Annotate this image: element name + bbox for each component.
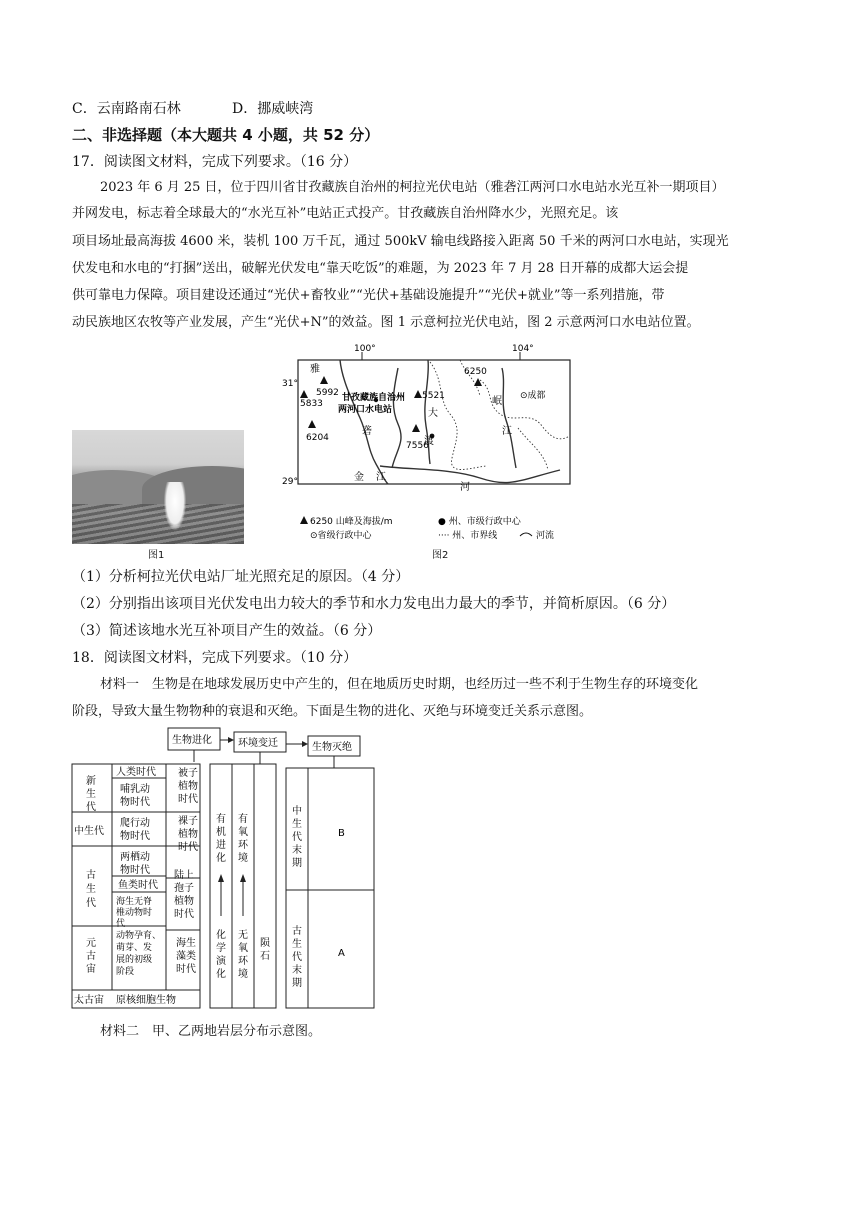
label-jin: 金: [354, 472, 364, 483]
lon-104: 104°: [512, 344, 534, 354]
q17-para-3: 项目场址最高海拔 4600 米，装机 100 万千瓦，通过 500kV 输电线路接入距离 50 千米的两河口水电站，实现光: [72, 234, 729, 249]
plant-gymnosperm: 裸子植物时代: [178, 816, 198, 853]
fig1-caption: 图1: [148, 550, 165, 561]
animal-human: 人类时代: [116, 767, 156, 778]
era-paleozoic: 古生代: [86, 870, 96, 909]
peak-5992: 5992: [316, 388, 339, 398]
era-proterozoic: 元古宙: [86, 938, 96, 975]
label-he: 河: [460, 482, 470, 493]
kela-pv-station-photo: [72, 430, 244, 544]
animal-prokaryote: 原核细胞生物: [116, 995, 176, 1006]
era-mesozoic: 中生代: [74, 826, 104, 837]
legend-peak: 6250 山峰及海拔/m: [310, 517, 393, 527]
legend-city: ● 州、市级行政中心: [438, 517, 521, 527]
env-meteorite: 陨石: [260, 938, 270, 962]
lianghekou-location-map: [280, 340, 580, 552]
extinct-mesozoic-end: 中生代末期: [292, 806, 302, 869]
box-extinct: 生物灭绝: [312, 742, 352, 753]
plant-spore: 陆上孢子植物时代: [174, 870, 194, 920]
label-da: 大: [428, 408, 438, 419]
label-ya: 雅: [310, 364, 320, 375]
option-c: C．云南路南石林: [72, 101, 181, 117]
lat-29: 29°: [282, 477, 298, 487]
lon-100: 100°: [354, 344, 376, 354]
label-jiang: 江: [502, 426, 512, 437]
q17-para-2: 并网发电，标志着全球最大的“水光互补”电站正式投产。甘孜藏族自治州降水少，光照充足。该: [72, 206, 619, 221]
plant-algae: 海生藻类时代: [176, 938, 196, 975]
option-d: D．挪威峡湾: [232, 101, 314, 117]
peak-6250-icon: [474, 378, 482, 386]
peak-5521-icon: [414, 390, 422, 398]
peak-5833: 5833: [300, 399, 323, 409]
q18-material1-line2: 阶段，导致大量生物物种的衰退和灭绝。下面是生物的进化、灭绝与环境变迁关系示意图。: [72, 704, 593, 719]
box-env: 环境变迁: [238, 738, 278, 749]
lat-31: 31°: [282, 379, 298, 389]
box-evolution: 生物进化: [172, 735, 212, 746]
plant-angiosperm: 被子植物时代: [178, 768, 198, 805]
extinct-label-a: A: [338, 948, 345, 959]
label-min: 岷: [492, 396, 502, 407]
q18-material1-line1: 材料一 生物是在地球发展历史中产生的，但在地质历史时期，也经历过一些不利于生物生存的环境变化: [100, 677, 699, 692]
q17-para-6: 动民族地区农牧等产业发展，产生“光伏+N”的效益。图 1 示意柯拉光伏电站，图 2 示意两河口水电站位置。: [72, 315, 700, 330]
label-lang: 砻: [362, 426, 372, 437]
label-jiang-lower: 江: [376, 472, 386, 483]
animal-amphibian: 两栖动物时代: [120, 852, 150, 876]
label-chengdu: ⊙成都: [520, 391, 546, 401]
label-ganzi: 甘孜藏族自治州: [342, 393, 406, 403]
animal-mammal: 哺乳动物时代: [120, 784, 150, 808]
extinct-paleozoic-end: 古生代末期: [292, 926, 302, 989]
q17-para-5: 供可靠电力保障。项目建设还通过“光伏+畜牧业”“光伏+基础设施提升”“光伏+就业”等一系列措施，带: [72, 288, 665, 303]
label-du: 渡: [424, 436, 434, 447]
label-lianghekou: 两河口水电站: [338, 405, 393, 415]
peak-5992-icon: [320, 376, 328, 384]
legend-capital: ⊙省级行政中心: [310, 531, 372, 541]
evolution-extinction-diagram: [68, 724, 398, 1014]
q18-head: 18．阅读图文材料，完成下列要求。（10 分）: [72, 650, 358, 666]
animal-early: 动物孕育、萌芽、发展的初级阶段: [116, 931, 162, 977]
extinct-label-b: B: [338, 828, 345, 839]
peak-6204: 6204: [306, 433, 329, 443]
env-chemical: 化学演化: [216, 930, 226, 980]
section-title: 二、非选择题（本大题共 4 小题，共 52 分）: [72, 126, 380, 144]
animal-reptile: 爬行动物时代: [120, 818, 150, 842]
q17-head: 17．阅读图文材料，完成下列要求。（16 分）: [72, 154, 358, 170]
q17-para-4: 伏发电和水电的“打捆”送出，破解光伏发电“靠天吃饭”的难题，为 2023 年 7 月 28 日开幕的成都大运会提: [72, 261, 689, 276]
peak-5521: 5521: [422, 391, 445, 401]
q18-material2: 材料二 甲、乙两地岩层分布示意图。: [100, 1024, 322, 1039]
q17-para-1: 2023 年 6 月 25 日，位于四川省甘孜藏族自治州的柯拉光伏电站（雅砻江两河口水电站水光互补一期项目）: [100, 180, 725, 195]
era-cenozoic: 新生代: [86, 776, 96, 813]
legend-border: ···· 州、市界线: [438, 531, 498, 541]
peak-5833-icon: [300, 390, 308, 398]
era-archean: 太古宙: [74, 995, 104, 1006]
peak-7556: 7556: [406, 441, 429, 451]
env-anoxic: 无氧环境: [238, 930, 248, 980]
q17-sub-3: （3）简述该地水光互补项目产生的效益。（6 分）: [72, 623, 382, 639]
peak-6250: 6250: [464, 367, 487, 377]
peak-6204-icon: [308, 420, 316, 428]
env-oxic: 有氧环境: [238, 814, 248, 864]
fig2-caption: 图2: [432, 550, 449, 561]
env-organic: 有机进化: [216, 814, 226, 864]
q17-sub-1: （1）分析柯拉光伏电站厂址光照充足的原因。（4 分）: [72, 569, 410, 585]
q17-sub-2: （2）分别指出该项目光伏发电出力较大的季节和水力发电出力最大的季节，并简析原因。（6 分）: [72, 596, 676, 612]
animal-invertebrate: 海生无脊椎动物时代: [116, 897, 153, 929]
peak-7556-icon: [412, 424, 420, 432]
legend-river: 河流: [536, 531, 555, 541]
animal-fish: 鱼类时代: [118, 880, 158, 891]
